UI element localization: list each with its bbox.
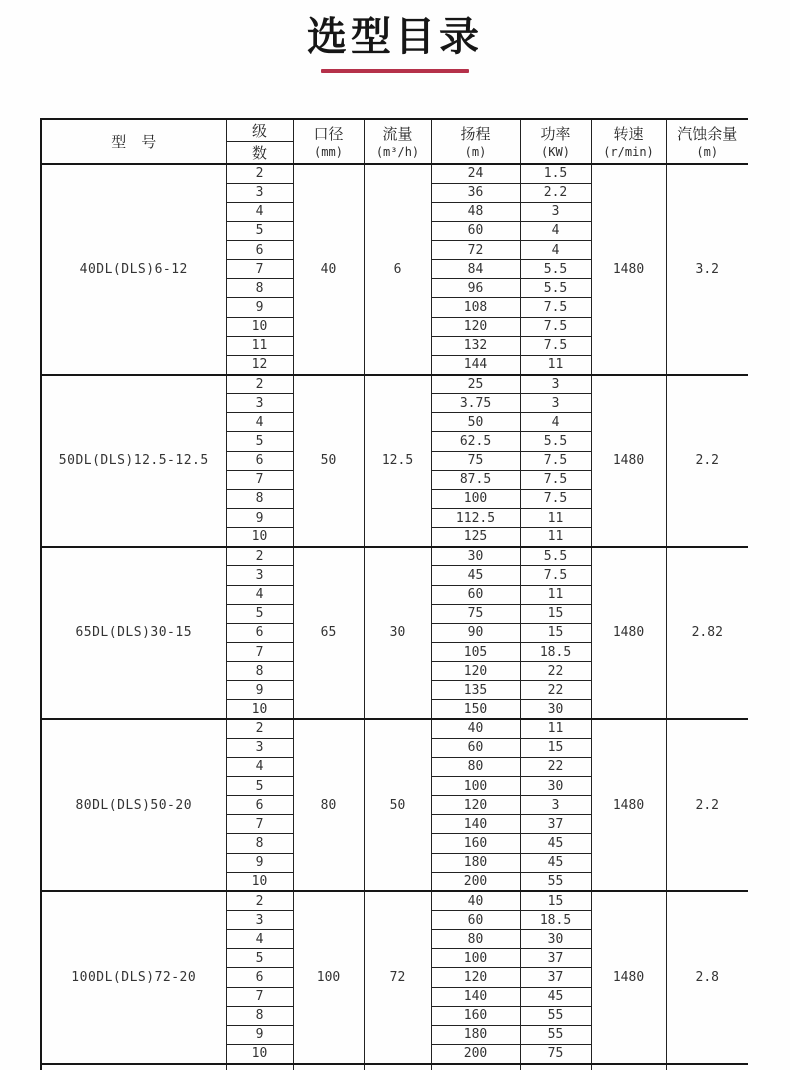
table-row <box>41 547 748 566</box>
page-header <box>0 0 790 73</box>
stages-cell: 3 <box>226 910 293 929</box>
col-header-flow <box>364 119 431 164</box>
power-cell: 3 <box>520 375 591 394</box>
power-cell: 18.5 <box>520 643 591 662</box>
speed-header-label: 转速 <box>613 124 644 143</box>
flow-header-unit: (m³/h) <box>375 144 420 159</box>
stages-cell: 8 <box>226 834 293 853</box>
head-cell: 200 <box>431 1044 520 1063</box>
head-cell: 140 <box>431 815 520 834</box>
head-cell: 160 <box>431 1006 520 1025</box>
flow-header-label: 流量 <box>382 124 413 143</box>
power-cell: 5.5 <box>520 547 591 566</box>
diameter-header-label: 口径 <box>313 124 344 143</box>
diameter-cell: 100 <box>293 891 364 1063</box>
power-cell: 18.5 <box>520 910 591 929</box>
power-cell: 15 <box>520 891 591 910</box>
table-header <box>41 119 748 164</box>
head-cell: 160 <box>431 834 520 853</box>
col-header-head <box>431 119 520 164</box>
power-header-unit: (KW) <box>541 144 570 159</box>
head-cell: 36 <box>431 183 520 202</box>
diameter-header-unit: (mm) <box>314 144 343 159</box>
power-cell: 22 <box>520 757 591 776</box>
power-cell: 4 <box>520 413 591 432</box>
stages-cell: 3 <box>226 183 293 202</box>
head-cell: 50 <box>431 413 520 432</box>
power-cell: 55 <box>520 1006 591 1025</box>
power-cell: 7.5 <box>520 298 591 317</box>
head-cell: 120 <box>431 796 520 815</box>
power-cell: 3 <box>520 796 591 815</box>
diameter-cell: 50 <box>293 375 364 547</box>
speed-header-unit: (r/min) <box>603 144 654 159</box>
head-cell: 24 <box>431 164 520 183</box>
power-cell: 5.5 <box>520 260 591 279</box>
stages-cell: 10 <box>226 1044 293 1063</box>
table-row <box>41 891 748 910</box>
stages-cell: 6 <box>226 241 293 260</box>
model-cell: 65DL(DLS)30-15 <box>41 547 226 719</box>
stages-cell: 8 <box>226 489 293 508</box>
stages-cell: 7 <box>226 815 293 834</box>
power-cell: 3 <box>520 394 591 413</box>
npsh-header-label: 汽蚀余量 <box>677 124 738 143</box>
stages-cell: 5 <box>226 777 293 796</box>
stages-cell: 6 <box>226 451 293 470</box>
head-cell: 144 <box>431 355 520 374</box>
head-cell: 105 <box>431 643 520 662</box>
stages-cell: 5 <box>226 432 293 451</box>
flow-cell: 50 <box>364 719 431 891</box>
stages-cell: 4 <box>226 202 293 221</box>
stages-cell: 8 <box>226 662 293 681</box>
head-cell: 87.5 <box>431 470 520 489</box>
head-cell: 60 <box>431 738 520 757</box>
npsh-cell: 2.2 <box>666 375 748 547</box>
head-cell: 30 <box>431 547 520 566</box>
power-cell: 45 <box>520 853 591 872</box>
head-cell: 40 <box>431 719 520 738</box>
power-cell: 11 <box>520 585 591 604</box>
head-cell: 120 <box>431 317 520 336</box>
power-cell: 37 <box>520 815 591 834</box>
stages-cell: 9 <box>226 681 293 700</box>
power-cell: 7.5 <box>520 317 591 336</box>
power-cell: 11 <box>520 509 591 528</box>
flow-cell: 72 <box>364 891 431 1063</box>
stages-cell: 6 <box>226 968 293 987</box>
stages-cell: 2 <box>226 164 293 183</box>
head-cell: 120 <box>431 968 520 987</box>
power-cell: 30 <box>520 700 591 719</box>
stages-cell: 9 <box>226 1025 293 1044</box>
head-cell: 80 <box>431 757 520 776</box>
power-cell: 22 <box>520 662 591 681</box>
power-cell: 55 <box>520 872 591 891</box>
head-cell: 100 <box>431 949 520 968</box>
power-cell: 15 <box>520 623 591 642</box>
col-header-stages-bottom: 数 <box>226 142 293 165</box>
power-cell: 1.5 <box>520 164 591 183</box>
head-cell: 180 <box>431 853 520 872</box>
speed-cell: 1480 <box>591 375 666 547</box>
npsh-cell: 3.2 <box>666 164 748 375</box>
stages-cell: 2 <box>226 891 293 910</box>
stages-cell: 2 <box>226 375 293 394</box>
head-cell: 100 <box>431 489 520 508</box>
table-row <box>41 1064 748 1070</box>
stages-cell: 9 <box>226 298 293 317</box>
title-underline-decoration <box>321 69 469 73</box>
col-header-stages-top: 级 <box>226 119 293 142</box>
power-cell: 15 <box>520 604 591 623</box>
table-row <box>41 164 748 183</box>
power-cell: 15 <box>520 738 591 757</box>
head-cell: 120 <box>431 662 520 681</box>
stages-cell: 10 <box>226 700 293 719</box>
head-cell: 200 <box>431 872 520 891</box>
head-cell: 40 <box>431 891 520 910</box>
stages-cell: 7 <box>226 987 293 1006</box>
col-header-npsh <box>666 119 748 164</box>
head-cell: 45 <box>431 566 520 585</box>
head-cell: 84 <box>431 260 520 279</box>
speed-cell: 1480 <box>591 719 666 891</box>
speed-cell: 1480 <box>591 164 666 375</box>
head-cell: 96 <box>431 279 520 298</box>
stages-cell: 5 <box>226 949 293 968</box>
npsh-header-unit: (m) <box>696 144 719 159</box>
power-cell: 45 <box>520 834 591 853</box>
stages-cell: 7 <box>226 643 293 662</box>
model-cell: 80DL(DLS)50-20 <box>41 719 226 891</box>
power-cell: 11 <box>520 355 591 374</box>
empty-cell <box>591 1064 666 1070</box>
stages-cell: 3 <box>226 394 293 413</box>
head-cell: 150 <box>431 700 520 719</box>
head-cell: 75 <box>431 604 520 623</box>
pump-selection-table <box>40 118 748 1070</box>
stages-cell: 4 <box>226 413 293 432</box>
head-cell: 60 <box>431 221 520 240</box>
flow-cell: 30 <box>364 547 431 719</box>
empty-cell <box>666 1064 748 1070</box>
head-cell: 48 <box>431 202 520 221</box>
power-cell: 7.5 <box>520 566 591 585</box>
stages-cell: 7 <box>226 470 293 489</box>
stages-cell: 6 <box>226 623 293 642</box>
power-cell: 5.5 <box>520 279 591 298</box>
col-header-power <box>520 119 591 164</box>
stages-cell: 7 <box>226 260 293 279</box>
head-cell: 25 <box>431 375 520 394</box>
stages-cell: 5 <box>226 604 293 623</box>
stages-cell: 6 <box>226 796 293 815</box>
power-cell: 45 <box>520 987 591 1006</box>
col-header-model: 型 号 <box>41 119 226 164</box>
head-cell: 60 <box>431 585 520 604</box>
npsh-cell: 2.2 <box>666 719 748 891</box>
empty-cell <box>226 1064 293 1070</box>
stages-cell: 2 <box>226 719 293 738</box>
head-cell: 75 <box>431 451 520 470</box>
head-cell: 180 <box>431 1025 520 1044</box>
empty-cell <box>41 1064 226 1070</box>
stages-cell: 3 <box>226 738 293 757</box>
col-header-speed <box>591 119 666 164</box>
head-cell: 135 <box>431 681 520 700</box>
head-cell: 60 <box>431 910 520 929</box>
head-cell: 108 <box>431 298 520 317</box>
flow-cell: 6 <box>364 164 431 375</box>
power-cell: 4 <box>520 221 591 240</box>
head-cell: 132 <box>431 336 520 355</box>
npsh-cell: 2.82 <box>666 547 748 719</box>
stages-cell: 4 <box>226 930 293 949</box>
model-cell: 50DL(DLS)12.5-12.5 <box>41 375 226 547</box>
head-cell: 3.75 <box>431 394 520 413</box>
stages-cell: 9 <box>226 853 293 872</box>
power-cell: 7.5 <box>520 336 591 355</box>
stages-cell: 10 <box>226 317 293 336</box>
table-row <box>41 719 748 738</box>
head-cell: 100 <box>431 777 520 796</box>
stages-cell: 8 <box>226 279 293 298</box>
stages-cell: 4 <box>226 585 293 604</box>
diameter-cell: 40 <box>293 164 364 375</box>
head-header-unit: (m) <box>464 144 487 159</box>
power-cell: 37 <box>520 968 591 987</box>
power-header-label: 功率 <box>540 124 571 143</box>
page-title: 选型目录 <box>307 14 483 60</box>
selection-table-container <box>40 118 748 1070</box>
head-cell: 72 <box>431 241 520 260</box>
stages-cell: 3 <box>226 566 293 585</box>
head-cell: 112.5 <box>431 509 520 528</box>
stages-cell: 2 <box>226 547 293 566</box>
stages-cell: 4 <box>226 757 293 776</box>
speed-cell: 1480 <box>591 547 666 719</box>
diameter-cell: 65 <box>293 547 364 719</box>
power-cell: 5.5 <box>520 432 591 451</box>
head-cell: 80 <box>431 930 520 949</box>
head-cell: 90 <box>431 623 520 642</box>
npsh-cell: 2.8 <box>666 891 748 1063</box>
head-header-label: 扬程 <box>460 124 491 143</box>
power-cell: 55 <box>520 1025 591 1044</box>
table-row <box>41 375 748 394</box>
flow-cell: 12.5 <box>364 375 431 547</box>
model-cell: 100DL(DLS)72-20 <box>41 891 226 1063</box>
power-cell: 7.5 <box>520 470 591 489</box>
diameter-cell: 80 <box>293 719 364 891</box>
power-cell: 22 <box>520 681 591 700</box>
empty-cell <box>520 1064 591 1070</box>
table-body <box>41 164 748 1070</box>
power-cell: 11 <box>520 528 591 547</box>
model-cell: 40DL(DLS)6-12 <box>41 164 226 375</box>
head-cell: 125 <box>431 528 520 547</box>
power-cell: 7.5 <box>520 489 591 508</box>
stages-cell: 10 <box>226 528 293 547</box>
power-cell: 3 <box>520 202 591 221</box>
power-cell: 30 <box>520 777 591 796</box>
empty-cell <box>293 1064 364 1070</box>
head-cell: 140 <box>431 987 520 1006</box>
stages-cell: 11 <box>226 336 293 355</box>
stages-cell: 5 <box>226 221 293 240</box>
col-header-diameter <box>293 119 364 164</box>
stages-cell: 12 <box>226 355 293 374</box>
stages-cell: 8 <box>226 1006 293 1025</box>
power-cell: 11 <box>520 719 591 738</box>
speed-cell: 1480 <box>591 891 666 1063</box>
power-cell: 2.2 <box>520 183 591 202</box>
stages-cell: 10 <box>226 872 293 891</box>
empty-cell <box>364 1064 431 1070</box>
empty-cell <box>431 1064 520 1070</box>
power-cell: 7.5 <box>520 451 591 470</box>
power-cell: 37 <box>520 949 591 968</box>
power-cell: 75 <box>520 1044 591 1063</box>
power-cell: 30 <box>520 930 591 949</box>
power-cell: 4 <box>520 241 591 260</box>
head-cell: 62.5 <box>431 432 520 451</box>
stages-cell: 9 <box>226 509 293 528</box>
